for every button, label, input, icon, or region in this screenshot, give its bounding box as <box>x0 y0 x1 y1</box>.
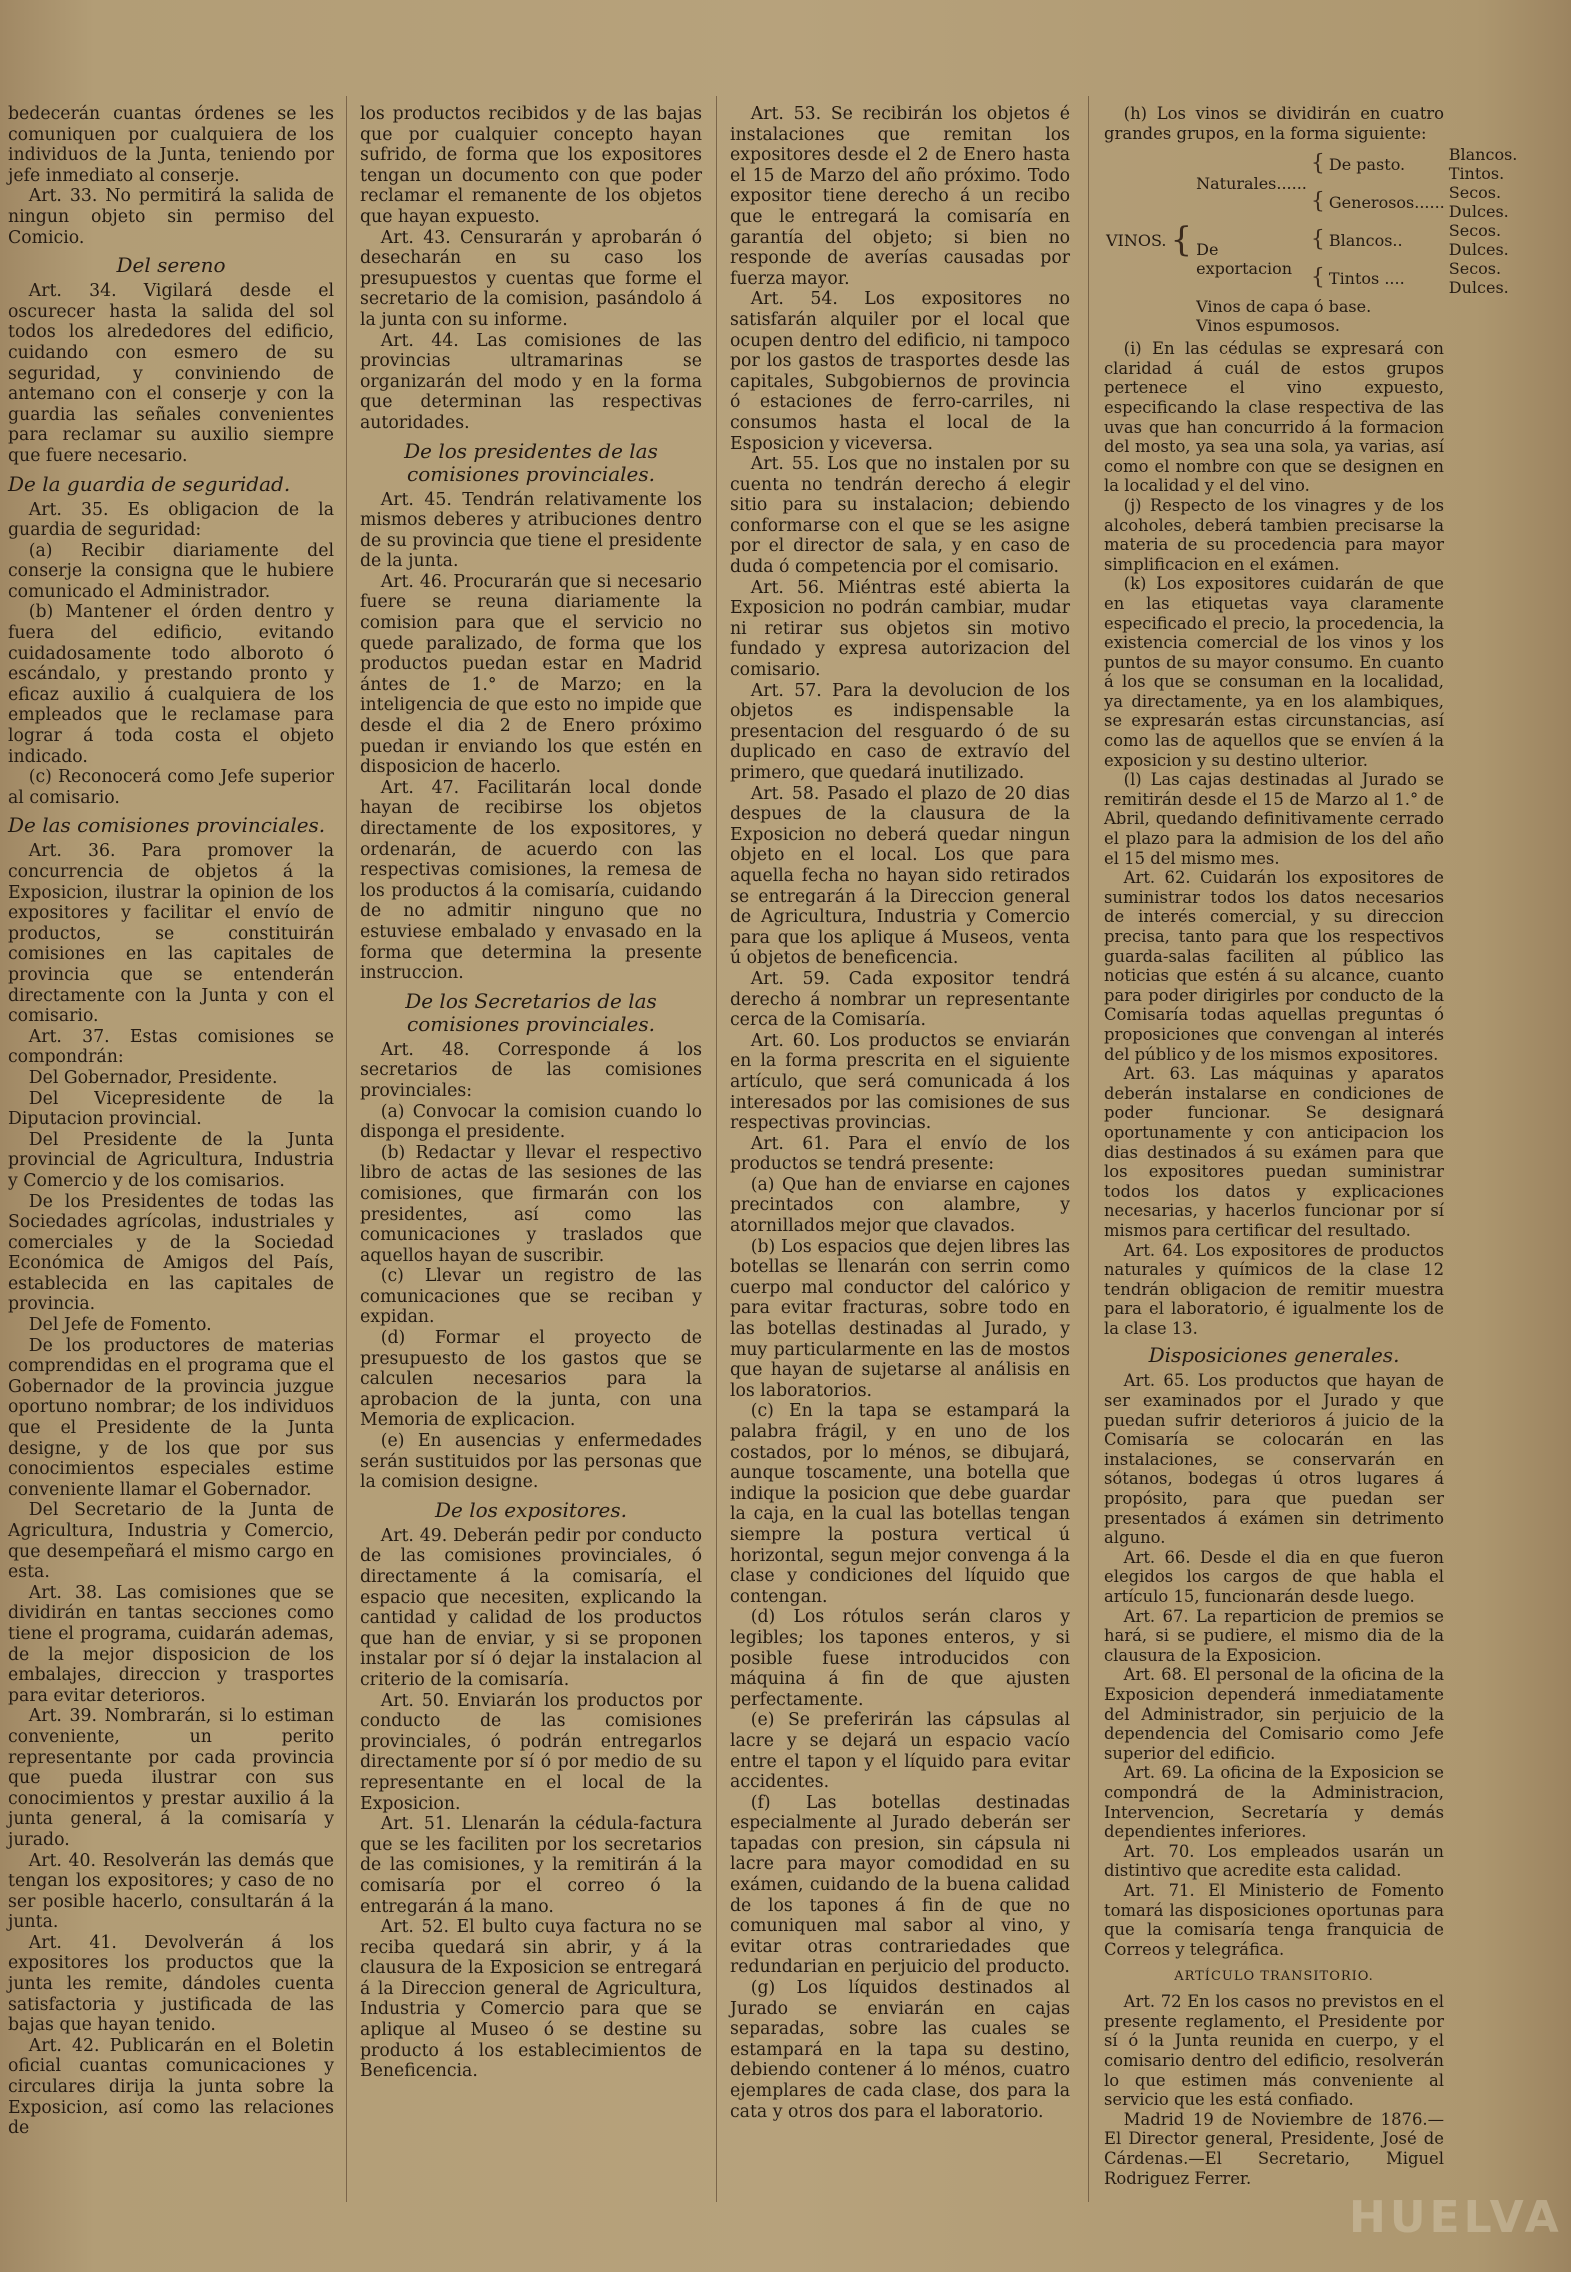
article-paragraph: Art. 66. Desde el dia en que fueron elegidos los cargos de que habla el artículo 15, funcionarán desde luego. <box>1104 1547 1444 1606</box>
article-paragraph: Del Vicepresidente de la Diputacion provincial. <box>8 1088 334 1130</box>
article-paragraph: (c) Llevar un registro de las comunicaciones que se reciban y expidan. <box>360 1266 702 1328</box>
column-2 <box>360 104 702 2202</box>
article-paragraph: Art. 34. Vigilará desde el oscurecer hasta la salida del sol todos los alrededores del edificio, cuidando con esmero de su seguridad, y conviniendo de antemano con el conserje y con la guardia las señales convenientes para reclamar su auxilio siempre que fuere necesario. <box>8 281 334 466</box>
wine-capa: Vinos de capa ó base. <box>1196 297 1372 317</box>
wine-classification <box>1104 145 1518 336</box>
article-paragraph: (f) Las botellas destinadas especialmente al Jurado deberán ser tapadas con presion, sin cápsula ni lacre para mayor comodidad en su exámen, cuidando de la buena calidad de los tapones á fin de que no comuniquen mal sabor al vino, y evitar otras contrariedades que redundarian en perjuicio del producto. <box>730 1792 1070 1978</box>
transitional-heading: ARTÍCULO TRANSITORIO. <box>1174 1969 1374 1985</box>
section-heading: De los Secretarios de las comisiones provinciales. <box>405 988 657 1036</box>
article-paragraph: (g) Los líquidos destinados al Jurado se enviarán en cajas separadas, sobre las cuales se estampará en la tapa su destino, debiendo contener á lo ménos, cuatro ejemplares de cada clase, dos para la cata y otros dos para el laboratorio. <box>730 1978 1070 2122</box>
article-paragraph: Art. 72 En los casos no previstos en el presente reglamento, el Presidente por sí ó la Junta reunida en cuerpo, y el comisario dentro del edificio, resolverán lo que estimen más conveniente al servicio que les está confiado. <box>1104 1992 1444 2110</box>
article-paragraph: Art. 63. Las máquinas y aparatos deberán instalarse en condiciones de poder funcionar. Se designará oportunamente y con anticipacion los dias destinados á su exámen para que los expositores puedan suministrar todos los datos y explicaciones necesarias, y hacerlos funcionar por sí mismos para certificar del resultado. <box>1104 1064 1444 1240</box>
article-paragraph: Art. 54. Los expositores no satisfarán alquiler por el local que ocupen dentro del edificio, ni tampoco por los gastos de trasportes desde las capitales, Subgobiernos de provincia ó estaciones de ferro-carriles, ni consumos hasta el local de la Esposicion y viceversa. <box>730 289 1070 454</box>
article-paragraph: Art. 58. Pasado el plazo de 20 dias despues de la clausura de la Exposicion no deberá quedar ningun objeto en el local. Los que para aquella fecha no hayan sido retirados se entregarán á la Direccion general de Agricultura, Industria y Comercio para que los aplique á Museos, venta ú objetos de beneficencia. <box>730 783 1070 969</box>
article-paragraph: Art. 37. Estas comisiones se compondrán: <box>8 1026 334 1068</box>
article-paragraph: (a) Recibir diariamente del conserje la consigna que le hubiere comunicado el Administrador. <box>8 540 334 602</box>
wine-intro: (h) Los vinos se dividirán en cuatro grandes grupos, en la forma siguiente: <box>1104 104 1444 143</box>
column-3 <box>730 104 1070 2202</box>
article-paragraph: (c) En la tapa se estampará la palabra frágil, y en uno de los costados, por lo ménos, se dibujará, aunque toscamente, una botella que indique la posicion que debe guardar la caja, en la cual las botellas tengan siempre la postura vertical ú horizontal, segun mejor convenga á la clase y condiciones del líquido que contengan. <box>730 1401 1070 1607</box>
section-heading: De las comisiones provinciales. <box>8 813 326 838</box>
wine-brace-icon: { <box>1170 220 1193 261</box>
article-paragraph: De los Presidentes de todas las Sociedades agrícolas, industriales y comerciales y de la Sociedad Económica de Amigos del País, establecida en las capitales de provincia. <box>8 1191 334 1315</box>
article-paragraph: De los productores de materias comprendidas en el programa que el Gobernador de la provincia juzgue oportuno nombrar; de los individuos que el Presidente de la Junta designe, y de los que por sus conocimientos especiales estime conveniente llamar el Gobernador. <box>8 1335 334 1500</box>
article-paragraph: Art. 56. Miéntras esté abierta la Exposicion no podrán cambiar, mudar ni retirar sus objetos sin motivo fundado y expresa autorizacion del comisario. <box>730 577 1070 681</box>
article-paragraph: Del Secretario de la Junta de Agricultura, Industria y Comercio, que desempeñará el mismo cargo en esta. <box>8 1500 334 1583</box>
section-heading: De la guardia de seguridad. <box>8 471 291 496</box>
article-paragraph: (b) Mantener el órden dentro y fuera del edificio, evitando cuidadosamente todo alboroto ó escándalo, y prestando pronto y eficaz auxilio á cualquiera de los empleados que le reclamase para lograr á toda costa el objeto indicado. <box>8 602 334 767</box>
column-rule <box>1088 96 1089 2202</box>
article-paragraph: Del Jefe de Fomento. <box>28 1315 212 1336</box>
column-1 <box>8 104 334 2202</box>
article-paragraph: Art. 39. Nombrarán, si lo estiman conveniente, un perito representante por cada provincia que pueda ilustrar con sus conocimientos y prestar auxilio á la junta general, á la comisaría y jurado. <box>8 1706 334 1850</box>
wine-tintos-2: Tintos .... <box>1328 268 1405 288</box>
wine-dulces-1: Dulces. <box>1448 202 1509 222</box>
section-heading: De los expositores. <box>434 1497 627 1522</box>
article-paragraph: Art. 40. Resolverán las demás que tengan los expositores; y caso de no ser posible hacerlo, consultarán á la junta. <box>8 1850 334 1933</box>
article-paragraph: Art. 47. Facilitarán local donde hayan de recibirse los objetos directamente de los expositores, y ordenarán, de acuerdo con las respectivas comisiones, la remesa de los productos á la comisaría, cuidando de no admitir ninguno que no estuviese embalado y envasado en la forma que determina la presente instruccion. <box>360 777 702 984</box>
article-paragraph: Art. 46. Procurarán que si necesario fuere se reuna diariamente la comision para que el servicio no quede paralizado, de forma que los productos puedan estar en Madrid ántes de 1.° de Marzo; en la inteligencia de que esto no impide que desde el dia 2 de Enero próximo puedan ir enviando los que estén en disposicion de hacerlo. <box>360 571 702 778</box>
article-paragraph: Art. 41. Devolverán á los expositores los productos que la junta les remite, dándoles cuenta satisfactoria y justificada de las bajas que hayan tenido. <box>8 1932 334 2036</box>
article-paragraph: Art. 70. Los empleados usarán un distintivo que acredite esta calidad. <box>1104 1841 1444 1881</box>
huelva-watermark: HUELVA <box>1349 2191 1563 2243</box>
article-paragraph: (d) Formar el proyecto de presupuesto de los gastos que se calculen necesarios para la aprobacion de la junta, con una Memoria de explicacion. <box>360 1328 702 1431</box>
section-heading: Disposiciones generales. <box>1148 1343 1400 1368</box>
wine-blancos-2: Blancos.. <box>1328 230 1403 250</box>
article-paragraph: Art. 59. Cada expositor tendrá derecho á nombrar un representante cerca de la Comisaría. <box>730 968 1070 1031</box>
article-paragraph: Del Presidente de la Junta provincial de Agricultura, Industria y Comercio y de los comisarios. <box>8 1129 334 1191</box>
article-paragraph: Art. 69. La oficina de la Exposicion se compondrá de la Administracion, Intervencion, Secretaría y demás dependientes inferiores. <box>1104 1763 1444 1842</box>
wine-brace-icon: { <box>1310 227 1325 253</box>
article-paragraph: Art. 49. Deberán pedir por conducto de las comisiones provinciales, ó directamente á la comisaría, el espacio que necesiten, explicando la cantidad y calidad de los productos que han de enviar, y si se proponen instalar por sí ó dejar la instalacion al criterio de la comisaría. <box>360 1525 702 1690</box>
article-paragraph: Art. 57. Para la devolucion de los objetos es indispensable la presentacion del resguardo ó de su duplicado en caso de extravío del primero, que quedará inutilizado. <box>730 680 1070 783</box>
wine-dulces-3: Dulces. <box>1448 278 1509 298</box>
article-paragraph: Art. 52. El bulto cuya factura no se reciba quedará sin abrir, y á la clausura de la Exposicion se entregará á la Direccion general de Agricultura, Industria y Comercio para que se aplique al Museo ó se destine su producto á los establecimientos de Beneficencia. <box>360 1917 702 2082</box>
wine-generosos: Generosos...... <box>1328 192 1445 212</box>
article-paragraph: (e) En ausencias y enfermedades serán sustituidos por las personas que la comision designe. <box>360 1431 702 1493</box>
article-paragraph: Del Gobernador, Presidente. <box>28 1067 278 1088</box>
column-4-body <box>1104 339 1444 2188</box>
wine-tintos-1: Tintos. <box>1448 164 1505 184</box>
article-paragraph: (l) Las cajas destinadas al Jurado se remitirán desde el 15 de Marzo al 1.° de Abril, quedando definitivamente cerrado el plazo para la admision de los del año el 15 del mismo mes. <box>1104 770 1444 868</box>
article-paragraph: Art. 61. Para el envío de los productos se tendrá presente: <box>730 1133 1070 1175</box>
article-paragraph: Art. 36. Para promover la concurrencia de objetos á la Exposicion, ilustrar la opinion de los expositores y facilitar el envío de productos, se constituirán comisiones en las capitales de provincia que se entenderán directamente con la Junta y con el comisario. <box>8 841 334 1027</box>
article-paragraph: (b) Los espacios que dejen libres las botellas se llenarán con serrin como cuerpo mal conductor del calórico y para evitar fracturas, sobre todo en las botellas destinadas al Jurado, y muy particularmente en las de mostos que hayan de sujetarse al análisis en los laboratorios. <box>730 1236 1070 1401</box>
article-paragraph: (d) Los rótulos serán claros y legibles; los tapones enteros, y si posible fuese introducidos con máquina á fin de que ajusten perfectamente. <box>730 1607 1070 1710</box>
wine-secos-2: Secos. <box>1448 221 1502 241</box>
article-paragraph: Art. 48. Corresponde á los secretarios de las comisiones provinciales: <box>360 1039 702 1101</box>
wine-table <box>1104 145 1519 335</box>
article-paragraph: Art. 51. Llenarán la cédula-factura que se les faciliten por los secretarios de las comisiones, y la remitirán á la comisaría por el correo ó la entregarán á la mano. <box>360 1814 702 1917</box>
wine-blancos-1: Blancos. <box>1448 145 1518 165</box>
wine-brace-icon: { <box>1310 265 1325 291</box>
article-paragraph: Art. 55. Los que no instalen por su cuenta no tendrán derecho á elegir sitio para su instalacion; debiendo conformarse con el que se les asigne por el director de sala, y en caso de duda ó competencia por el comisario. <box>730 454 1070 578</box>
article-paragraph: Art. 71. El Ministerio de Fomento tomará las disposiciones oportunas para que la comisaría tenga franquicia de Correos y telegráfica. <box>1104 1880 1444 1959</box>
article-paragraph: Madrid 19 de Noviembre de 1876.— El Director general, Presidente, José de Cárdenas.—El Secretario, Miguel Rodriguez Ferrer. <box>1104 2109 1444 2188</box>
article-paragraph: (k) Los expositores cuidarán de que en las etiquetas vaya claramente especificado el precio, la procedencia, la existencia comercial de los vinos y los puntos de su mayor consumo. En cuanto á los que se consuman en la localidad, ya directamente, ya en los alambiques, se expresarán estas circunstancias, así como las de aquellos que se envíen á la exposicion y su destino ulterior. <box>1104 574 1444 770</box>
article-paragraph: Art. 50. Enviarán los productos por conducto de las comisiones provinciales, ó podrán entregarlos directamente por sí ó por medio de su representante en el local de la Exposicion. <box>360 1690 702 1814</box>
article-paragraph: Art. 38. Las comisiones que se dividirán en tantas secciones como tiene el programa, cuidarán ademas, de la mejor disposicion de los embalajes, direccion y trasportes para evitar deterioros. <box>8 1582 334 1706</box>
column-rule <box>346 96 347 2202</box>
wine-pasto: De pasto. <box>1328 154 1406 174</box>
wine-vinos-label: VINOS. <box>1106 230 1167 250</box>
article-paragraph: (b) Redactar y llevar el respectivo libro de actas de las sesiones de las comisiones, que firmarán con los presidentes, así como las comunicaciones y traslados que aquellos hayan de suscribir. <box>360 1142 702 1266</box>
wine-secos-1: Secos. <box>1448 183 1502 203</box>
article-paragraph: bedecerán cuantas órdenes se les comuniquen por cualquiera de los individuos de la Junta, teniendo por jefe inmediato al conserje. <box>8 104 334 186</box>
article-paragraph: (a) Que han de enviarse en cajones precintados con alambre, y atornillados mejor que clavados. <box>730 1174 1070 1237</box>
section-heading: Del sereno <box>116 253 226 278</box>
wine-dulces-2: Dulces. <box>1448 240 1509 260</box>
article-paragraph: (a) Convocar la comision cuando lo disponga el presidente. <box>360 1101 702 1143</box>
article-paragraph: (e) Se preferirán las cápsulas al lacre y se dejará un espacio vacío entre el tapon y el líquido para evitar accidentes. <box>730 1710 1070 1793</box>
article-paragraph: Art. 44. Las comisiones de las provincias ultramarinas se organizarán del modo y en la forma que determinan las respectivas autoridades. <box>360 330 702 433</box>
article-paragraph: Art. 33. No permitirá la salida de ningun objeto sin permiso del Comicio. <box>8 186 334 248</box>
article-paragraph: Art. 64. Los expositores de productos naturales y químicos de la clase 12 tendrán obligacion de remitir muestra para el laboratorio, é igualmente los de la clase 13. <box>1104 1240 1444 1338</box>
article-paragraph: Art. 60. Los productos se enviarán en la forma prescrita en el siguiente artículo, que será comunicada á los interesados por las comisiones de sus respectivas provincias. <box>730 1030 1070 1134</box>
wine-brace-icon: { <box>1310 189 1325 215</box>
article-paragraph: Art. 42. Publicarán en el Boletin oficial cuantas comunicaciones y circulares dirija la junta sobre la Exposicion, así como las relaciones de <box>8 2035 334 2139</box>
article-paragraph: (i) En las cédulas se expresará con claridad á cuál de estos grupos pertenece el vino expuesto, especificando la clase respectiva de las uvas que han concurrido á la formacion del mosto, ya sea una sola, ya varias, así como el nombre con que se designen en la localidad y el del vino. <box>1104 339 1444 496</box>
wine-naturales: Naturales...... <box>1196 173 1307 193</box>
article-paragraph: Art. 67. La reparticion de premios se hará, si se pudiere, el mismo dia de la clausura de la Exposicion. <box>1104 1606 1444 1665</box>
article-paragraph: Art. 53. Se recibirán los objetos é instalaciones que remitan los expositores desde el 2 de Enero hasta el 15 de Marzo del año próximo. Todo expositor tiene derecho á un recibo que le entregará la comisaría en garantía del objeto; si bien no responde de averías causadas por fuerza mayor. <box>730 104 1070 289</box>
wine-secos-3: Secos. <box>1448 259 1502 279</box>
column-rule <box>716 96 717 2202</box>
column-4 <box>1104 104 1518 2202</box>
article-paragraph: (c) Reconocerá como Jefe superior al comisario. <box>8 767 334 808</box>
article-paragraph: Art. 45. Tendrán relativamente los mismos deberes y atribuciones dentro de su provincia que tiene el presidente de la junta. <box>360 489 702 572</box>
article-paragraph: Art. 35. Es obligacion de la guardia de seguridad: <box>8 499 334 541</box>
article-paragraph: Art. 62. Cuidarán los expositores de suministrar todos los datos necesarios de interés comercial, y su direccion precisa, tanto para que los respectivos guarda-salas faciliten al público las noticias que estén á su alcance, cuanto para poder dirigirles por conducto de la Comisaría todas aquellas preguntas ó proposiciones que convengan al interés del público y de los mismos expositores. <box>1104 868 1444 1064</box>
wine-espumosos: Vinos espumosos. <box>1196 316 1340 336</box>
article-paragraph: Art. 43. Censurarán y aprobarán ó desecharán en su caso los presupuestos y cuentas que forme el secretario de la comision, pasándolo á la junta con su informe. <box>360 227 702 330</box>
wine-exportacion: De exportacion <box>1196 240 1293 279</box>
article-paragraph: (j) Respecto de los vinagres y de los alcoholes, deberá tambien precisarse la materia de su procedencia para mayor simplificacion en el exámen. <box>1104 495 1444 574</box>
article-paragraph: los productos recibidos y de las bajas que por cualquier concepto hayan sufrido, de forma que los expositores tengan un documento con que poder reclamar el remanente de los objetos que hayan expuesto. <box>360 104 702 227</box>
section-heading: De los presidentes de las comisiones provinciales. <box>404 438 658 486</box>
article-paragraph: Art. 68. El personal de la oficina de la Exposicion dependerá inmediatamente del Administrador, sin perjuicio de la dependencia del Comisario como Jefe superior del edificio. <box>1104 1665 1444 1763</box>
article-paragraph: Art. 65. Los productos que hayan de ser examinados por el Jurado y que puedan sufrir deterioros á juicio de la Comisaría se colocarán en las instalaciones, se conservarán en sótanos, bodegas ú otros lugares á propósito, para que puedan ser presentados á exámen sin detrimento alguno. <box>1104 1371 1444 1548</box>
wine-brace-icon: { <box>1310 151 1325 177</box>
